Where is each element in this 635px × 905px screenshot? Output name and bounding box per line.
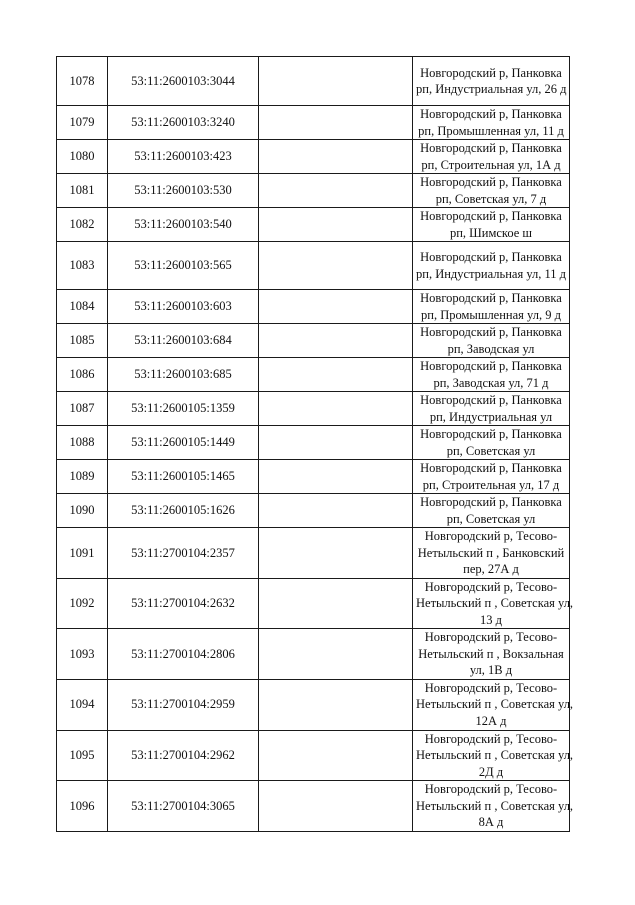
address-cell: [413, 208, 570, 242]
table-row: [57, 528, 570, 579]
address-cell: [413, 578, 574, 629]
address-cell: [413, 57, 570, 106]
address-line: рп, Индустриальная ул: [429, 409, 553, 424]
empty-cell: [259, 57, 413, 106]
address-line: Новгородский р, Панковка: [420, 325, 562, 339]
address-line: рп, Индустриальная ул, 26 д: [416, 82, 567, 96]
row-number-cell: 1093: [57, 629, 108, 680]
empty-cell: [259, 679, 413, 730]
cadastral-number-cell: 53:11:2700104:2959: [108, 679, 259, 730]
address-line: Нетыльский п , Советская ул,: [416, 748, 574, 762]
address-line: Новгородский р, Панковка: [420, 175, 562, 189]
address-line: Новгородский р, Панковка: [420, 291, 562, 305]
address-line: Новгородский р, Панковка: [420, 107, 562, 121]
table-row: [57, 358, 570, 392]
address-line: 8А д: [478, 815, 504, 830]
cadastral-number-cell: 53:11:2600103:530: [108, 174, 259, 208]
empty-cell: [259, 140, 413, 174]
cadastral-number-cell: 53:11:2600103:3240: [108, 106, 259, 140]
row-number-cell: 1092: [57, 578, 108, 629]
row-number-cell: 1094: [57, 679, 108, 730]
cadastral-number-cell: 53:11:2600103:603: [108, 290, 259, 324]
empty-cell: [259, 578, 413, 629]
cadastral-number-cell: 53:11:2600103:540: [108, 208, 259, 242]
address-line: Новгородский р, Панковка: [420, 427, 562, 441]
table-row: [57, 426, 570, 460]
address-cell: [413, 242, 570, 290]
address-line: Нетыльский п , Банковский: [417, 545, 565, 560]
table-row: [57, 57, 570, 106]
address-line: пер, 27А д: [463, 562, 519, 576]
empty-cell: [259, 208, 413, 242]
table-row: [57, 140, 570, 174]
table-row: [57, 290, 570, 324]
row-number-cell: 1084: [57, 290, 108, 324]
table-row: [57, 208, 570, 242]
address-line: рп, Советская ул: [446, 443, 536, 458]
table-body: [57, 57, 574, 832]
address-line: рп, Заводская ул, 71 д: [433, 375, 549, 390]
table-row: [57, 174, 570, 208]
address-line: рп, Промышленная ул, 9 д: [421, 307, 561, 322]
row-number-cell: 1090: [57, 494, 108, 528]
cadastral-number-cell: 53:11:2600105:1626: [108, 494, 259, 528]
address-cell: [413, 494, 570, 528]
address-line: Новгородский р, Панковка: [420, 461, 562, 475]
address-line: Новгородский р, Тесово-: [424, 782, 558, 797]
row-number-cell: 1091: [57, 528, 108, 579]
address-line: Новгородский р, Панковка: [420, 209, 562, 223]
cadastral-number-cell: 53:11:2600105:1359: [108, 392, 259, 426]
empty-cell: [259, 629, 413, 680]
address-line: рп, Шимское ш: [449, 225, 533, 240]
address-cell: [413, 324, 570, 358]
address-line: Новгородский р, Панковка: [420, 141, 562, 155]
address-cell: [413, 781, 574, 832]
property-registry-table: [56, 56, 574, 832]
address-line: 12А д: [475, 713, 507, 728]
empty-cell: [259, 730, 413, 781]
cadastral-number-cell: 53:11:2600103:685: [108, 358, 259, 392]
row-number-cell: 1079: [57, 106, 108, 140]
cadastral-number-cell: 53:11:2600103:3044: [108, 57, 259, 106]
address-line: рп, Индустриальная ул, 11 д: [416, 266, 567, 281]
address-line: Новгородский р, Тесово-: [424, 529, 558, 543]
empty-cell: [259, 106, 413, 140]
table-row: [57, 679, 570, 730]
address-line: ул, 1В д: [469, 663, 513, 677]
cadastral-number-cell: 53:11:2700104:2806: [108, 629, 259, 680]
address-cell: [413, 106, 570, 140]
address-line: рп, Строительная ул, 17 д: [422, 477, 560, 492]
table-row: [57, 106, 570, 140]
table-row: [57, 781, 570, 832]
address-cell: [413, 679, 574, 730]
address-line: Нетыльский п , Советская ул,: [416, 697, 574, 712]
empty-cell: [259, 426, 413, 460]
cadastral-number-cell: 53:11:2700104:2632: [108, 578, 259, 629]
address-line: Новгородский р, Панковка: [420, 65, 562, 80]
table-row: [57, 629, 570, 680]
address-cell: [413, 528, 570, 579]
address-line: Новгородский р, Тесово-: [424, 731, 558, 746]
address-line: Новгородский р, Тесово-: [424, 630, 558, 644]
address-line: Нетыльский п , Советская ул,: [416, 798, 574, 813]
row-number-cell: 1083: [57, 242, 108, 290]
address-line: 2Д д: [478, 764, 504, 779]
row-number-cell: 1082: [57, 208, 108, 242]
empty-cell: [259, 324, 413, 358]
row-number-cell: 1086: [57, 358, 108, 392]
address-cell: [413, 629, 570, 680]
empty-cell: [259, 242, 413, 290]
address-line: Новгородский р, Панковка: [420, 359, 562, 373]
row-number-cell: 1087: [57, 392, 108, 426]
address-line: Нетыльский п , Вокзальная: [418, 646, 564, 661]
address-cell: [413, 460, 570, 494]
cadastral-number-cell: 53:11:2700104:2962: [108, 730, 259, 781]
empty-cell: [259, 528, 413, 579]
table-row: [57, 494, 570, 528]
address-cell: [413, 174, 570, 208]
empty-cell: [259, 781, 413, 832]
table-row: [57, 324, 570, 358]
address-cell: [413, 290, 570, 324]
cadastral-number-cell: 53:11:2600105:1449: [108, 426, 259, 460]
empty-cell: [259, 392, 413, 426]
address-line: рп, Промышленная ул, 11 д: [418, 123, 564, 138]
address-line: Новгородский р, Тесово-: [424, 680, 558, 695]
table-row: [57, 392, 570, 426]
cadastral-number-cell: 53:11:2600103:565: [108, 242, 259, 290]
address-line: 13 д: [480, 612, 502, 627]
row-number-cell: 1096: [57, 781, 108, 832]
row-number-cell: 1095: [57, 730, 108, 781]
empty-cell: [259, 494, 413, 528]
address-line: рп, Заводская ул: [447, 341, 535, 356]
empty-cell: [259, 174, 413, 208]
address-line: Новгородский р, Тесово-: [424, 579, 558, 594]
address-line: Новгородский р, Панковка: [420, 393, 562, 407]
row-number-cell: 1080: [57, 140, 108, 174]
address-line: Нетыльский п , Советская ул,: [416, 596, 574, 610]
address-line: рп, Строительная ул, 1А д: [421, 157, 561, 172]
address-cell: [413, 358, 570, 392]
cadastral-number-cell: 53:11:2700104:2357: [108, 528, 259, 579]
address-cell: [413, 140, 570, 174]
cadastral-number-cell: 53:11:2600105:1465: [108, 460, 259, 494]
address-line: Новгородский р, Панковка: [420, 495, 562, 509]
address-cell: [413, 392, 570, 426]
row-number-cell: 1085: [57, 324, 108, 358]
cadastral-number-cell: 53:11:2600103:684: [108, 324, 259, 358]
row-number-cell: 1078: [57, 57, 108, 106]
row-number-cell: 1088: [57, 426, 108, 460]
table-row: [57, 730, 570, 781]
table-row: [57, 578, 570, 629]
address-line: рп, Советская ул: [446, 511, 536, 526]
address-line: Новгородский р, Панковка: [420, 250, 562, 264]
table-row: [57, 242, 570, 290]
row-number-cell: 1081: [57, 174, 108, 208]
empty-cell: [259, 358, 413, 392]
address-cell: [413, 730, 574, 781]
row-number-cell: 1089: [57, 460, 108, 494]
table-row: [57, 460, 570, 494]
cadastral-number-cell: 53:11:2700104:3065: [108, 781, 259, 832]
address-line: рп, Советская ул, 7 д: [435, 191, 547, 206]
empty-cell: [259, 460, 413, 494]
empty-cell: [259, 290, 413, 324]
cadastral-number-cell: 53:11:2600103:423: [108, 140, 259, 174]
address-cell: [413, 426, 570, 460]
